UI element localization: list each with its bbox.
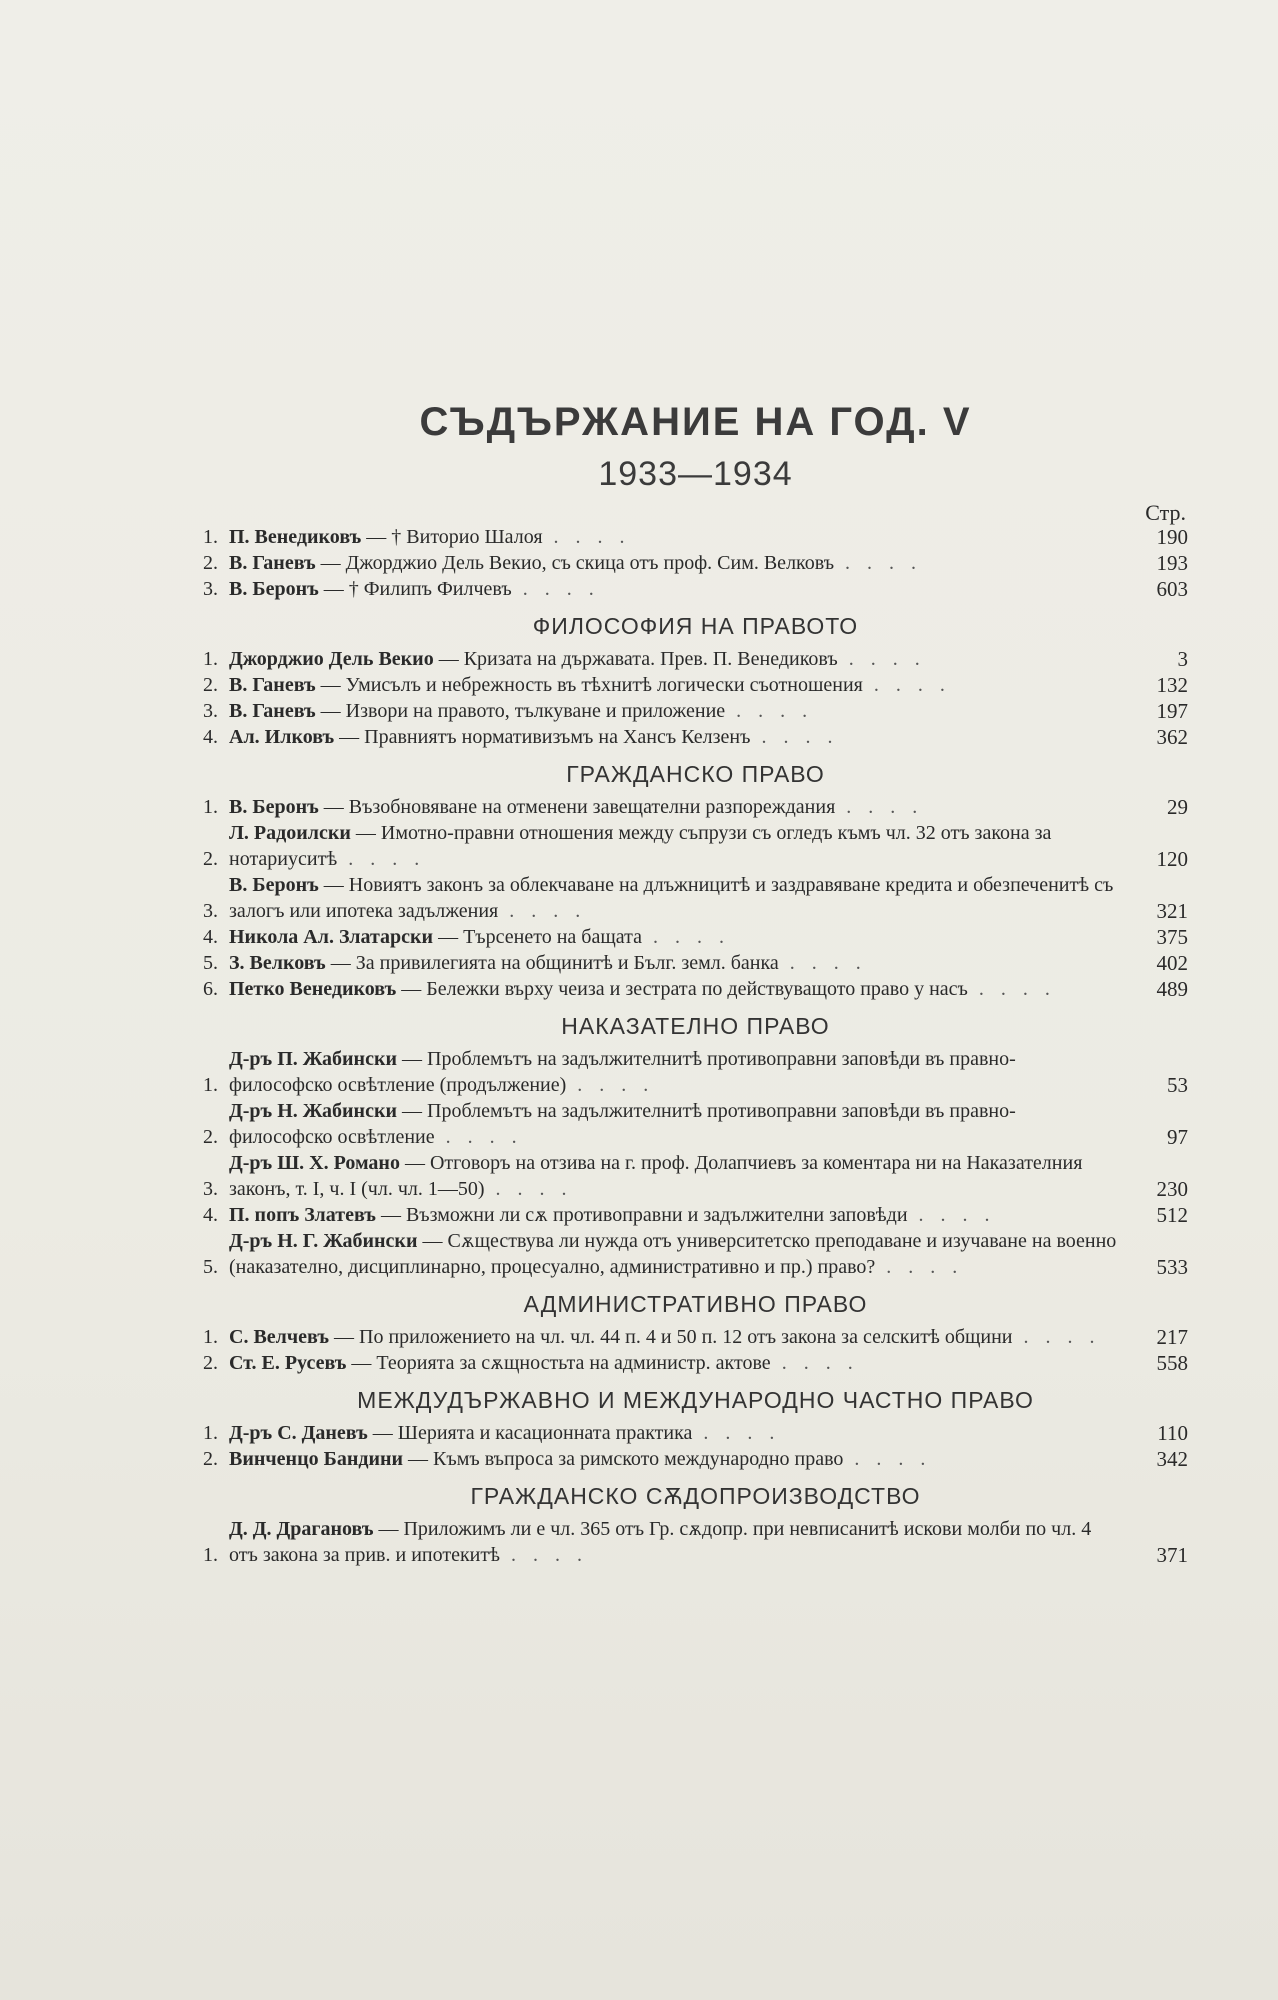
toc-entry bbox=[203, 1046, 1188, 1098]
entry-number: 1. bbox=[203, 526, 218, 548]
page-column-label: Стр. bbox=[1145, 500, 1186, 525]
entry-title: — † Виторио Шалоя bbox=[361, 526, 543, 548]
entry-author: З. Велковъ bbox=[229, 952, 326, 974]
entry-author: П. попъ Златевъ bbox=[229, 1204, 376, 1226]
entry-body bbox=[229, 672, 1118, 698]
toc-entry bbox=[203, 1420, 1188, 1446]
toc-entry bbox=[203, 1516, 1188, 1568]
entry-body bbox=[229, 576, 1118, 602]
entry-author: Л. Радоилски bbox=[229, 822, 351, 844]
entry-number: 1. bbox=[203, 1422, 218, 1444]
leader-dots: . . . . bbox=[484, 1178, 573, 1200]
leader-dots: . . . . bbox=[692, 1422, 781, 1444]
entry-number: 2. bbox=[203, 674, 218, 696]
leader-dots: . . . . bbox=[843, 1448, 932, 1470]
leader-dots: . . . . bbox=[862, 674, 951, 696]
entry-author: Д-ръ С. Даневъ bbox=[229, 1422, 368, 1444]
entry-page-number: 512 bbox=[1156, 1203, 1188, 1227]
entry-body bbox=[229, 1324, 1118, 1350]
entry-page-number: 342 bbox=[1156, 1447, 1188, 1471]
toc-entry bbox=[203, 672, 1188, 698]
toc-section bbox=[203, 1290, 1188, 1376]
leader-dots: . . . . bbox=[542, 526, 631, 548]
toc-entry bbox=[203, 794, 1188, 820]
leader-dots: . . . . bbox=[875, 1256, 964, 1278]
entry-title: — Шерията и касационната практика bbox=[367, 1422, 693, 1444]
entry-author: С. Велчевъ bbox=[229, 1326, 329, 1348]
page-title: СЪДЪРЖАНИЕ НА ГОД. V bbox=[419, 400, 972, 444]
entry-number: 2. bbox=[203, 1448, 218, 1470]
entry-page-number: 321 bbox=[1156, 899, 1188, 923]
entry-author: Джорджио Дель Векио bbox=[229, 648, 434, 670]
toc-entry bbox=[203, 724, 1188, 750]
entry-title: — Джорджио Дель Векио, съ скица отъ проф. Сим. Велковъ bbox=[315, 552, 835, 574]
entry-title: — По приложението на чл. чл. 44 п. 4 и 50 п. 12 отъ закона за селскитѣ общини bbox=[329, 1326, 1013, 1348]
entry-page-number: 97 bbox=[1167, 1125, 1188, 1149]
entry-body bbox=[229, 724, 1118, 750]
entry-author: Д-ръ П. Жабински bbox=[229, 1048, 398, 1070]
leader-dots: . . . . bbox=[967, 978, 1056, 1000]
leader-dots: . . . . bbox=[750, 726, 839, 748]
entry-author: П. Венедиковъ bbox=[229, 526, 362, 548]
section-heading: ГРАЖДАНСКО СѪДОПРОИЗВОДСТВО bbox=[470, 1483, 921, 1509]
toc-entry bbox=[203, 924, 1188, 950]
entry-author: В. Беронъ bbox=[229, 874, 319, 896]
entry-title: — Умисълъ и небрежность въ тѣхнитѣ логически съотношения bbox=[315, 674, 863, 696]
toc-entry bbox=[203, 1350, 1188, 1376]
entry-title: — Възможни ли сѫ противоправни и задължителни заповѣди bbox=[375, 1204, 908, 1226]
entry-author: В. Беронъ bbox=[229, 578, 319, 600]
toc-entry bbox=[203, 1150, 1188, 1202]
entry-page-number: 110 bbox=[1157, 1421, 1188, 1445]
toc-entry bbox=[203, 1098, 1188, 1150]
entry-body bbox=[229, 698, 1118, 724]
entry-title: — Приложимъ ли е чл. 365 отъ Гр. сѫдопр. при невписанитѣ искови молби по чл. 4 отъ закона за прив. и ипотекитѣ bbox=[229, 1518, 1092, 1566]
entry-number: 3. bbox=[203, 1178, 218, 1200]
leader-dots: . . . . bbox=[834, 552, 923, 574]
entry-title: — За привилегията на общинитѣ и Бълг. земл. банка bbox=[325, 952, 779, 974]
entry-page-number: 375 bbox=[1156, 925, 1188, 949]
entry-page-number: 558 bbox=[1156, 1351, 1188, 1375]
toc-entry bbox=[203, 576, 1188, 602]
entry-body bbox=[229, 1046, 1118, 1098]
entry-author: Петко Венедиковъ bbox=[229, 978, 397, 1000]
entry-title: — Правниятъ нормативизъмъ на Хансъ Келзенъ bbox=[334, 726, 751, 748]
entry-number: 4. bbox=[203, 926, 218, 948]
entry-page-number: 402 bbox=[1156, 951, 1188, 975]
entry-author: Д-ръ Н. Г. Жабински bbox=[229, 1230, 418, 1252]
toc-section bbox=[203, 1482, 1188, 1568]
entry-number: 3. bbox=[203, 900, 218, 922]
leader-dots: . . . . bbox=[835, 796, 924, 818]
entry-number: 2. bbox=[203, 848, 218, 870]
entry-body bbox=[229, 820, 1118, 872]
entry-author: Никола Ал. Златарски bbox=[229, 926, 434, 948]
entry-author: В. Ганевъ bbox=[229, 700, 316, 722]
entry-author: Д-ръ Ш. Х. Романо bbox=[229, 1152, 400, 1174]
entry-page-number: 190 bbox=[1156, 525, 1188, 549]
entry-title: — Отговоръ на отзива на г. проф. Долапчиевъ за коментара ни на Наказателния законъ, т. I, ч. I (чл. чл. 1—50) bbox=[229, 1152, 1083, 1200]
leader-dots: . . . . bbox=[770, 1352, 859, 1374]
entry-body bbox=[229, 1420, 1118, 1446]
toc-entry bbox=[203, 524, 1188, 550]
leader-dots: . . . . bbox=[1012, 1326, 1101, 1348]
entry-body bbox=[229, 524, 1118, 550]
leader-dots: . . . . bbox=[511, 578, 600, 600]
entry-number: 6. bbox=[203, 978, 218, 1000]
entry-author: В. Ганевъ bbox=[229, 552, 316, 574]
entry-title: — Сѫществува ли нужда отъ университетско преподаване и изучаване на военно (наказателно, дисциплинарно, процесуално, административно и пр.) право? bbox=[229, 1230, 1117, 1278]
toc-entry bbox=[203, 820, 1188, 872]
entry-body bbox=[229, 1516, 1118, 1568]
entry-number: 4. bbox=[203, 1204, 218, 1226]
entry-page-number: 53 bbox=[1167, 1073, 1188, 1097]
toc-section bbox=[203, 1386, 1188, 1472]
toc-entry bbox=[203, 1228, 1188, 1280]
entry-title: — Възобновяване на отменени завещателни разпореждания bbox=[318, 796, 836, 818]
leader-dots: . . . . bbox=[434, 1126, 523, 1148]
entry-page-number: 120 bbox=[1156, 847, 1188, 871]
entry-author: Ал. Илковъ bbox=[229, 726, 335, 748]
entry-number: 1. bbox=[203, 1544, 218, 1566]
entry-author: Ст. Е. Русевъ bbox=[229, 1352, 347, 1374]
entry-body bbox=[229, 1446, 1118, 1472]
entry-page-number: 3 bbox=[1177, 647, 1188, 671]
entry-title: — Теорията за сѫщностьта на администр. актове bbox=[346, 1352, 771, 1374]
entry-number: 5. bbox=[203, 1256, 218, 1278]
entry-page-number: 371 bbox=[1156, 1543, 1188, 1567]
toc-entry bbox=[203, 1324, 1188, 1350]
entry-title: — † Филипъ Филчевъ bbox=[318, 578, 512, 600]
toc-entry bbox=[203, 550, 1188, 576]
toc-entry bbox=[203, 646, 1188, 672]
entry-body bbox=[229, 872, 1118, 924]
entry-author: Д. Д. Драгановъ bbox=[229, 1518, 374, 1540]
entry-page-number: 489 bbox=[1156, 977, 1188, 1001]
leader-dots: . . . . bbox=[837, 648, 926, 670]
volume-years: 1933—1934 bbox=[598, 455, 793, 493]
entry-author: Д-ръ Н. Жабински bbox=[229, 1100, 398, 1122]
entry-title: — Проблемътъ на задължителнитѣ противоправни заповѣди въ правно-философско освѣтление bbox=[229, 1100, 1016, 1148]
toc-section bbox=[203, 1012, 1188, 1280]
entry-body bbox=[229, 1150, 1118, 1202]
section-heading: ГРАЖДАНСКО ПРАВО bbox=[566, 761, 825, 787]
entry-body bbox=[229, 1350, 1118, 1376]
entry-author: Винченцо Бандини bbox=[229, 1448, 404, 1470]
leader-dots: . . . . bbox=[641, 926, 730, 948]
leader-dots: . . . . bbox=[907, 1204, 996, 1226]
entry-page-number: 603 bbox=[1156, 577, 1188, 601]
entry-page-number: 362 bbox=[1156, 725, 1188, 749]
entry-body bbox=[229, 794, 1118, 820]
entry-body bbox=[229, 646, 1118, 672]
entry-body bbox=[229, 1228, 1118, 1280]
entry-number: 2. bbox=[203, 1126, 218, 1148]
entry-body bbox=[229, 924, 1118, 950]
entry-page-number: 132 bbox=[1156, 673, 1188, 697]
entry-page-number: 197 bbox=[1156, 699, 1188, 723]
entry-body bbox=[229, 950, 1118, 976]
entry-number: 4. bbox=[203, 726, 218, 748]
toc-sections bbox=[203, 612, 1188, 1568]
toc-entry bbox=[203, 872, 1188, 924]
section-heading: НАКАЗАТЕЛНО ПРАВО bbox=[561, 1013, 830, 1039]
entry-title: — Проблемътъ на задължителнитѣ противоправни заповѣди въ правно-философско освѣтление (продължение) bbox=[229, 1048, 1016, 1096]
entry-page-number: 29 bbox=[1167, 795, 1188, 819]
entry-body bbox=[229, 976, 1118, 1002]
section-heading: ФИЛОСОФИЯ НА ПРАВОТО bbox=[532, 613, 859, 639]
toc-entry bbox=[203, 1446, 1188, 1472]
leader-dots: . . . . bbox=[498, 900, 587, 922]
entry-title: — Кризата на държавата. Прев. П. Венедиковъ bbox=[433, 648, 838, 670]
section-heading: АДМИНИСТРАТИВНО ПРАВО bbox=[523, 1291, 868, 1317]
entry-page-number: 193 bbox=[1156, 551, 1188, 575]
section-heading: МЕЖДУДЪРЖАВНО И МЕЖДУНАРОДНО ЧАСТНО ПРАВО bbox=[357, 1387, 1034, 1413]
entry-number: 1. bbox=[203, 648, 218, 670]
entry-page-number: 533 bbox=[1156, 1255, 1188, 1279]
toc-entry bbox=[203, 1202, 1188, 1228]
toc-section bbox=[203, 760, 1188, 1002]
entry-author: В. Беронъ bbox=[229, 796, 319, 818]
entry-number: 1. bbox=[203, 1074, 218, 1096]
intro-entries bbox=[203, 524, 1188, 602]
toc-entry bbox=[203, 976, 1188, 1002]
entry-number: 2. bbox=[203, 1352, 218, 1374]
entry-title: — Имотно-правни отношения между съпрузи съ огледъ къмъ чл. 32 отъ закона за нотариуситѣ bbox=[229, 822, 1052, 870]
entry-number: 2. bbox=[203, 552, 218, 574]
entry-page-number: 217 bbox=[1156, 1325, 1188, 1349]
table-of-contents bbox=[203, 398, 1188, 1568]
entry-title: — Търсенето на бащата bbox=[433, 926, 642, 948]
toc-section bbox=[203, 612, 1188, 750]
entry-author: В. Ганевъ bbox=[229, 674, 316, 696]
entry-number: 5. bbox=[203, 952, 218, 974]
entry-body bbox=[229, 1098, 1118, 1150]
entry-title: — Извори на правото, тълкуване и приложение bbox=[315, 700, 726, 722]
entry-body bbox=[229, 1202, 1118, 1228]
leader-dots: . . . . bbox=[500, 1544, 588, 1566]
entry-page-number: 230 bbox=[1156, 1177, 1188, 1201]
toc-entry bbox=[203, 698, 1188, 724]
entry-title: — Бележки върху чеиза и зестрата по действуващото право у насъ bbox=[396, 978, 968, 1000]
entry-body bbox=[229, 550, 1118, 576]
leader-dots: . . . . bbox=[725, 700, 814, 722]
leader-dots: . . . . bbox=[566, 1074, 655, 1096]
entry-number: 3. bbox=[203, 578, 218, 600]
toc-entry bbox=[203, 950, 1188, 976]
entry-number: 3. bbox=[203, 700, 218, 722]
leader-dots: . . . . bbox=[337, 848, 426, 870]
entry-title: — Къмъ въпроса за римското международно право bbox=[403, 1448, 844, 1470]
entry-title: — Новиятъ законъ за облекчаване на длъжницитѣ и заздравяване кредита и обезпеченитѣ съ залогъ или ипотека задължения bbox=[229, 874, 1114, 922]
leader-dots: . . . . bbox=[778, 952, 867, 974]
entry-number: 1. bbox=[203, 796, 218, 818]
entry-number: 1. bbox=[203, 1326, 218, 1348]
